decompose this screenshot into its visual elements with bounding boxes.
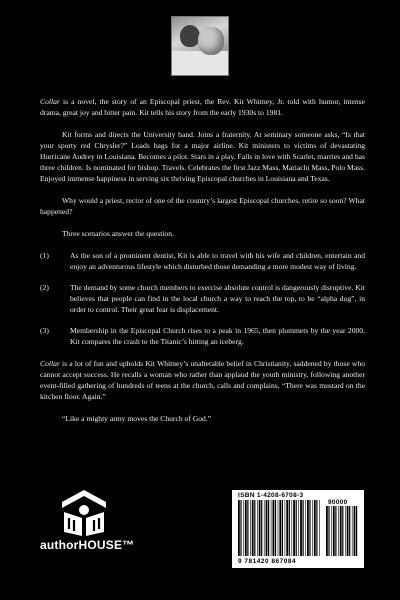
cover-photo	[171, 16, 229, 76]
scenario-number: (3)	[40, 326, 49, 335]
scenarios-intro: Three scenarios answer the question.	[62, 229, 174, 238]
price-code: 90000	[328, 499, 348, 506]
reader-book-logo-icon	[62, 490, 106, 536]
intro-paragraph	[40, 96, 365, 118]
scenario-number: (2)	[40, 283, 49, 292]
isbn-number: ISBN 1-4208-6708-3	[238, 492, 304, 499]
publisher-name: authorHOUSE™	[40, 538, 135, 552]
barcode-bars	[238, 500, 320, 556]
conclusion-paragraph	[40, 358, 365, 402]
closing-quote: “Like a mighty army moves the Church of God.”	[62, 414, 212, 423]
scenario-text: Membership in the Episcopal Church rises to a peak in 1965, then plummets by the year 2000. Kit compares the crash to the Titanic’s hitting an iceberg.	[70, 326, 365, 346]
scenario-item	[40, 250, 365, 272]
scenario-text: As the son of a prominent dentist, Kit is able to travel with his wife and children, entertain and enjoy an adventurous lifestyle which disturbed those demanding a more modest way of living.	[70, 251, 365, 271]
scenario-item	[40, 282, 365, 315]
summary-paragraph: Kit forms and directs the University band. Joins a fraternity. At seminary someone asks, “Is that your sporty red Chrysler?” Loads bags for a major airline. Kit ministers to victims of devastating Hurricane Audrey in Louisiana. Becomes a pilot. Stars in a play. Falls in love with Scarlet, marries and has three children. Is nominated for bishop. Travels. Celebrates the first Jazz Mass, Mariachi Mass, Polo Mass. Enjoyed immense happiness in serving six thriving Episcopal churches in Louisiana and Texas.	[40, 130, 365, 183]
scenario-item	[40, 325, 365, 347]
question-paragraph: Why would a priest, rector of one of the country’s largest Episcopal churches, retire so soon? What happened?	[40, 196, 365, 216]
scenario-text: The demand by some church members to exercise absolute control is dangerously disruptive. Kit believes that people can find in the local church a way to reach the top, to be “alpha dog”, in order to control. Their great fear is displacement.	[70, 283, 365, 314]
intro-text: is a novel, the story of an Episcopal priest, the Rev. Kit Whitney, Jr. told with humor, intense drama, great joy and bitter pain. Kit tells his story from the early 1930s to 1981.	[40, 97, 365, 117]
scenario-number: (1)	[40, 251, 49, 260]
conclusion-text: is a lot of fun and upholds Kit Whitney’s unalterable belief in Christianity, saddened by those who cannot accept success. He recalls a woman who rather than applaud the youth ministry, following another event-filled gathering of hundreds of teens at the church, calls and complains, “There was mustard on the kitchen floor. Again.”	[40, 359, 365, 401]
scenario-list	[40, 250, 365, 347]
isbn-barcode	[232, 490, 364, 568]
back-cover-text	[40, 96, 365, 435]
book-title: Collar	[40, 359, 60, 368]
publisher-logo	[40, 490, 135, 560]
price-barcode-bars	[326, 506, 358, 556]
ean-number: 9 781420 867084	[238, 558, 297, 565]
book-title: Collar	[40, 97, 60, 106]
